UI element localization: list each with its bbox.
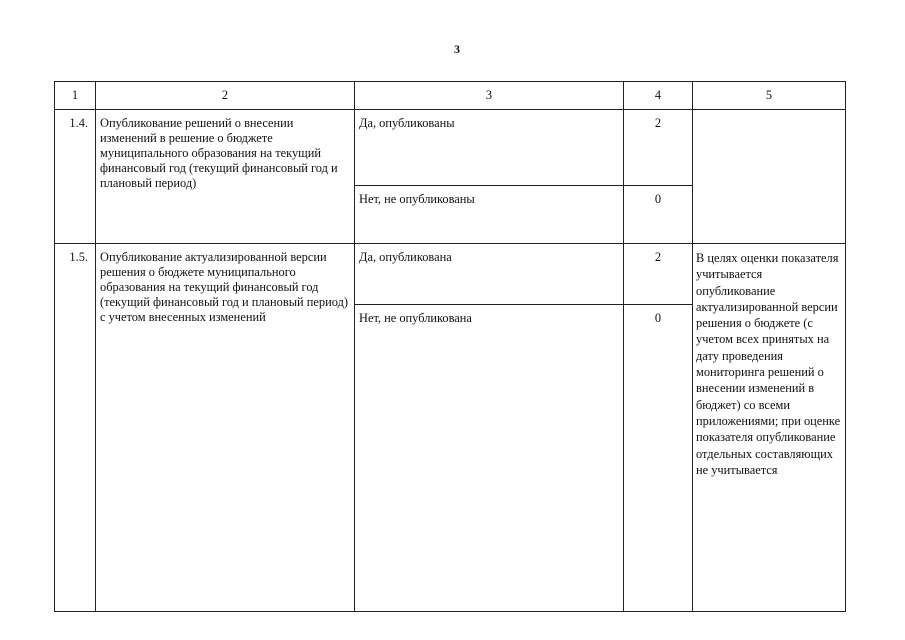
indicator-description: Опубликование решений о внесении изменений в решение о бюджете муниципального образования на текущий финансовый год (текущий финансовый год и плановый период) <box>96 110 355 244</box>
score-value: 2 <box>624 244 693 305</box>
header-cell: 4 <box>624 82 693 110</box>
answer-option: Нет, не опубликованы <box>355 186 624 244</box>
indicator-description: Опубликование актуализированной версии решения о бюджете муниципального образования на текущий финансовый год (текущий финансовый год и плановый период) с учетом внесенных изменений <box>96 244 355 612</box>
header-cell: 5 <box>693 82 846 110</box>
header-cell: 3 <box>355 82 624 110</box>
answer-option: Нет, не опубликована <box>355 305 624 612</box>
answer-option: Да, опубликованы <box>355 110 624 186</box>
score-value: 2 <box>624 110 693 186</box>
indicator-table <box>54 81 846 612</box>
table-row <box>55 110 846 186</box>
row-number: 1.4. <box>55 110 96 244</box>
indicator-note <box>693 110 846 244</box>
page-number: 3 <box>454 42 460 56</box>
header-cell: 2 <box>96 82 355 110</box>
header-cell: 1 <box>55 82 96 110</box>
score-value: 0 <box>624 305 693 612</box>
table-row <box>55 244 846 305</box>
row-number: 1.5. <box>55 244 96 612</box>
score-value: 0 <box>624 186 693 244</box>
indicator-note: В целях оценки показателя учитывается опубликование актуализированной версии решения о бюджете (с учетом всех принятых на дату проведения мониторинга решений о внесении изменений в бюджет) со всеми приложениями; при оценке показателя опубликование отдельных составляющих не учитывается <box>693 244 846 612</box>
answer-option: Да, опубликована <box>355 244 624 305</box>
table-header-row <box>55 82 846 110</box>
